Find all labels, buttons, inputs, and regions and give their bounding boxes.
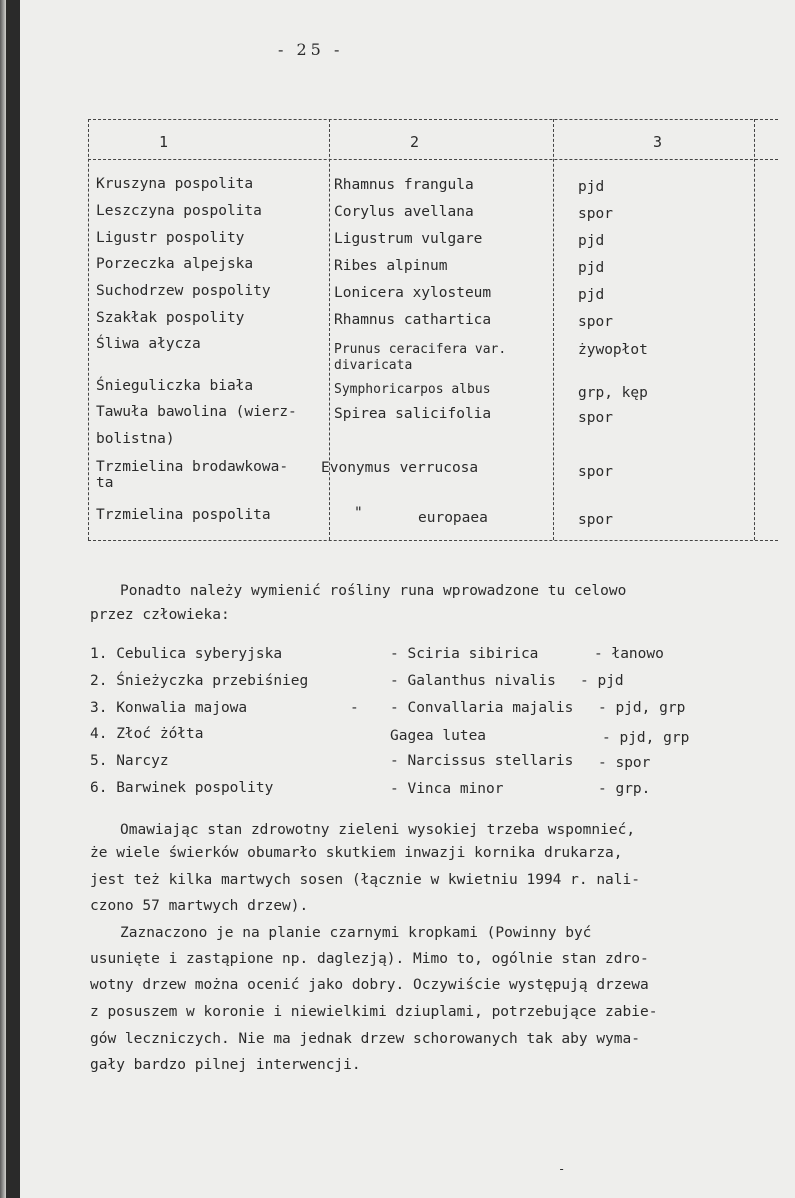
table-cell: spor <box>578 464 613 480</box>
table-cell: Prunus ceracifera var. <box>334 342 507 357</box>
text-line: z posuszem w koronie i niewielkimi dziuplami, potrzebujące zabie- <box>90 1004 658 1020</box>
list-item <box>90 700 780 724</box>
footer-mark: - <box>558 1162 566 1176</box>
list-item <box>90 646 780 670</box>
table-header-3: 3 <box>653 133 663 151</box>
list-item-status: - pjd, grp <box>598 700 686 716</box>
table-cell: Rhamnus cathartica <box>334 312 492 328</box>
list-item-status: - grp. <box>598 781 651 797</box>
table-cell: divaricata <box>334 358 413 373</box>
table-cell: pjd <box>578 260 605 276</box>
list-item-name: 5. Narcyz <box>90 753 169 769</box>
list-item-status: - pjd <box>580 673 624 689</box>
table-cell: Spirea salicifolia <box>334 406 492 422</box>
list-item-status: - łanowo <box>594 646 664 662</box>
list-item-status: - spor <box>598 755 651 771</box>
document-page <box>20 0 795 1198</box>
table-cell: ta <box>96 475 114 491</box>
table-cell: grp, kęp <box>578 385 648 401</box>
list-item-latin: - Sciria sibirica <box>390 646 539 662</box>
list-item <box>90 780 780 804</box>
table-cell: pjd <box>578 179 605 195</box>
table-cell: Porzeczka alpejska <box>96 256 254 272</box>
table-cell: " <box>354 505 363 521</box>
text-line: że wiele świerków obumarło skutkiem inwazji kornika drukarza, <box>90 845 623 861</box>
table-cell: Śnieguliczka biała <box>96 378 254 394</box>
list-item-latin: - Convallaria majalis <box>390 700 574 716</box>
table-cell: Corylus avellana <box>334 204 474 220</box>
list-item-latin: - Vinca minor <box>390 781 504 797</box>
table-cell: europaea <box>418 510 488 526</box>
table-cell: Szakłak pospolity <box>96 310 245 326</box>
list-item <box>90 753 780 777</box>
list-item-name: 6. Barwinek pospolity <box>90 780 274 796</box>
text-line: Zaznaczono je na planie czarnymi kropkami (Powinny być <box>120 925 592 941</box>
table-cell: Ligustr pospolity <box>96 230 245 246</box>
table-cell: Ligustrum vulgare <box>334 231 483 247</box>
list-item-name: 1. Cebulica syberyjska <box>90 646 283 662</box>
table-cell: Symphoricarpos albus <box>334 382 491 397</box>
table-cell: Trzmielina brodawkowa- <box>96 459 289 475</box>
list-item-latin: Gagea lutea <box>390 728 487 744</box>
table-col-divider-2 <box>553 119 554 540</box>
list-item <box>90 673 780 697</box>
table-cell: Suchodrzew pospolity <box>96 283 271 299</box>
list-item-status: - pjd, grp <box>602 730 690 746</box>
list-item-dash: - <box>350 700 359 716</box>
table-cell: pjd <box>578 233 605 249</box>
table-cell: spor <box>578 410 613 426</box>
table-border-left <box>88 119 89 540</box>
table-cell: Lonicera xylosteum <box>334 285 492 301</box>
table-header-2: 2 <box>410 133 420 151</box>
text-line: wotny drzew można ocenić jako dobry. Oczywiście występują drzewa <box>90 977 649 993</box>
list-item-latin: - Galanthus nivalis <box>390 673 556 689</box>
table-cell: Kruszyna pospolita <box>96 176 254 192</box>
text-line: gały bardzo pilnej interwencji. <box>90 1057 361 1073</box>
table-cell: spor <box>578 512 613 528</box>
list-item-latin: - Narcissus stellaris <box>390 753 574 769</box>
table-header-divider <box>88 159 778 160</box>
text-line: gów leczniczych. Nie ma jednak drzew schorowanych tak aby wyma- <box>90 1031 640 1047</box>
table-cell: spor <box>578 206 613 222</box>
list-item-name: 3. Konwalia majowa <box>90 700 248 716</box>
table-border-top <box>88 119 778 120</box>
table-header-1: 1 <box>159 133 169 151</box>
table-cell: pjd <box>578 287 605 303</box>
table-cell: Trzmielina pospolita <box>96 507 271 523</box>
table-cell: Rhamnus frangula <box>334 177 474 193</box>
text-line: czono 57 martwych drzew). <box>90 898 309 914</box>
table-cell: Leszczyna pospolita <box>96 203 262 219</box>
text-line: Omawiając stan zdrowotny zieleni wysokiej trzeba wspomnieć, <box>120 822 636 838</box>
table-cell: Śliwa ałycza <box>96 336 201 352</box>
table-border-right <box>754 119 755 540</box>
page-number: - 25 - <box>278 40 344 59</box>
table-cell: żywopłot <box>578 342 648 358</box>
table-cell: Ribes alpinum <box>334 258 448 274</box>
list-item-name: 4. Złoć żółta <box>90 726 204 742</box>
text-line: Ponadto należy wymienić rośliny runa wprowadzone tu celowo <box>120 583 627 599</box>
list-item <box>90 726 780 750</box>
list-item-name: 2. Śnieżyczka przebiśnieg <box>90 673 309 689</box>
species-table <box>88 119 778 540</box>
text-line: usunięte i zastąpione np. daglezją). Mimo to, ogólnie stan zdro- <box>90 951 649 967</box>
text-line: jest też kilka martwych sosen (łącznie w kwietniu 1994 r. nali- <box>90 872 640 888</box>
table-cell: Evonymus verrucosa <box>321 460 479 476</box>
book-spine <box>0 0 6 1198</box>
table-border-bottom <box>88 540 778 541</box>
text-line: przez człowieka: <box>90 607 230 623</box>
table-cell: bolistna) <box>96 431 175 447</box>
table-cell: Tawuła bawolina (wierz- <box>96 404 297 420</box>
table-cell: spor <box>578 314 613 330</box>
